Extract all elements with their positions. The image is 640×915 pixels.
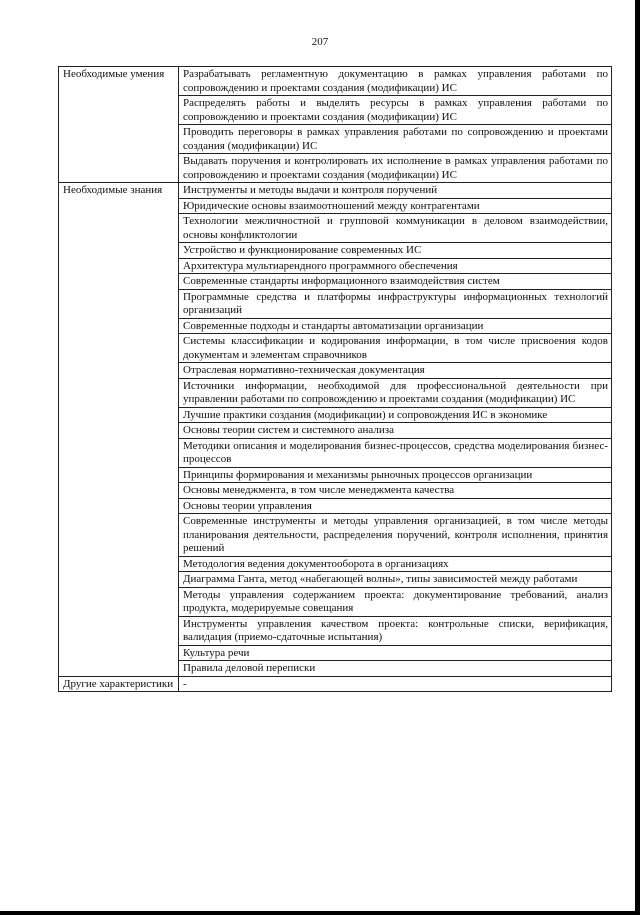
section-item: Методология ведения документооборота в организациях (179, 556, 612, 572)
section-item: Принципы формирования и механизмы рыночных процессов организации (179, 467, 612, 483)
section-item: Методики описания и моделирования бизнес-процессов, средства моделирования бизнес-процессов (179, 438, 612, 467)
section-item: Программные средства и платформы инфраструктуры информационных технологий организаций (179, 289, 612, 318)
section-item: - (179, 676, 612, 692)
table-row (59, 183, 612, 199)
section-item: Диаграмма Ганта, метод «набегающей волны», типы зависимостей между работами (179, 572, 612, 588)
section-item: Распределять работы и выделять ресурсы в рамках управления работами по сопровождению и проектами создания (модификации) ИС (179, 96, 612, 125)
section-item: Разрабатывать регламентную документацию в рамках управления работами по сопровождению и проектами создания (модификации) ИС (179, 67, 612, 96)
table-row (59, 67, 612, 96)
section-item: Проводить переговоры в рамках управления работами по сопровождению и проектами создания (модификации) ИС (179, 125, 612, 154)
section-label: Необходимые знания (59, 183, 179, 677)
section-label: Необходимые умения (59, 67, 179, 183)
section-item: Современные подходы и стандарты автоматизации организации (179, 318, 612, 334)
section-item: Отраслевая нормативно-техническая документация (179, 363, 612, 379)
section-item: Юридические основы взаимоотношений между контрагентами (179, 198, 612, 214)
section-item: Устройство и функционирование современных ИС (179, 243, 612, 259)
section-item: Правила деловой переписки (179, 661, 612, 677)
section-item: Основы менеджмента, в том числе менеджмента качества (179, 483, 612, 499)
section-item: Современные инструменты и методы управления организацией, в том числе методы планирования деятельности, распределения поручений, контроля исполнения, принятия решений (179, 514, 612, 557)
section-item: Выдавать поручения и контролировать их исполнение в рамках управления работами по сопровождению и проектами создания (модификации) ИС (179, 154, 612, 183)
table-row (59, 676, 612, 692)
section-item: Инструменты управления качеством проекта: контрольные списки, верификация, валидация (приемо-сдаточные испытания) (179, 616, 612, 645)
page-number: 207 (311, 36, 329, 48)
section-item: Источники информации, необходимой для профессиональной деятельности при управлении работами по сопровождению и проектами создания (модификации) ИС (179, 378, 612, 407)
section-item: Основы теории управления (179, 498, 612, 514)
section-item: Современные стандарты информационного взаимодействия систем (179, 274, 612, 290)
section-label: Другие характеристики (59, 676, 179, 692)
section-item: Архитектура мультиарендного программного обеспечения (179, 258, 612, 274)
competency-table-body (59, 67, 612, 692)
scan-border-right (635, 0, 640, 915)
section-item: Методы управления содержанием проекта: документирование требований, анализ продукта, модерируемые совещания (179, 587, 612, 616)
competency-table (58, 66, 612, 692)
section-item: Лучшие практики создания (модификации) и сопровождения ИС в экономике (179, 407, 612, 423)
section-item: Культура речи (179, 645, 612, 661)
section-item: Системы классификации и кодирования информации, в том числе присвоения кодов документам и элементам справочников (179, 334, 612, 363)
scan-border-bottom (0, 911, 640, 915)
section-item: Инструменты и методы выдачи и контроля поручений (179, 183, 612, 199)
section-item: Основы теории систем и системного анализа (179, 423, 612, 439)
section-item: Технологии межличностной и групповой коммуникации в деловом взаимодействии, основы конфликтологии (179, 214, 612, 243)
